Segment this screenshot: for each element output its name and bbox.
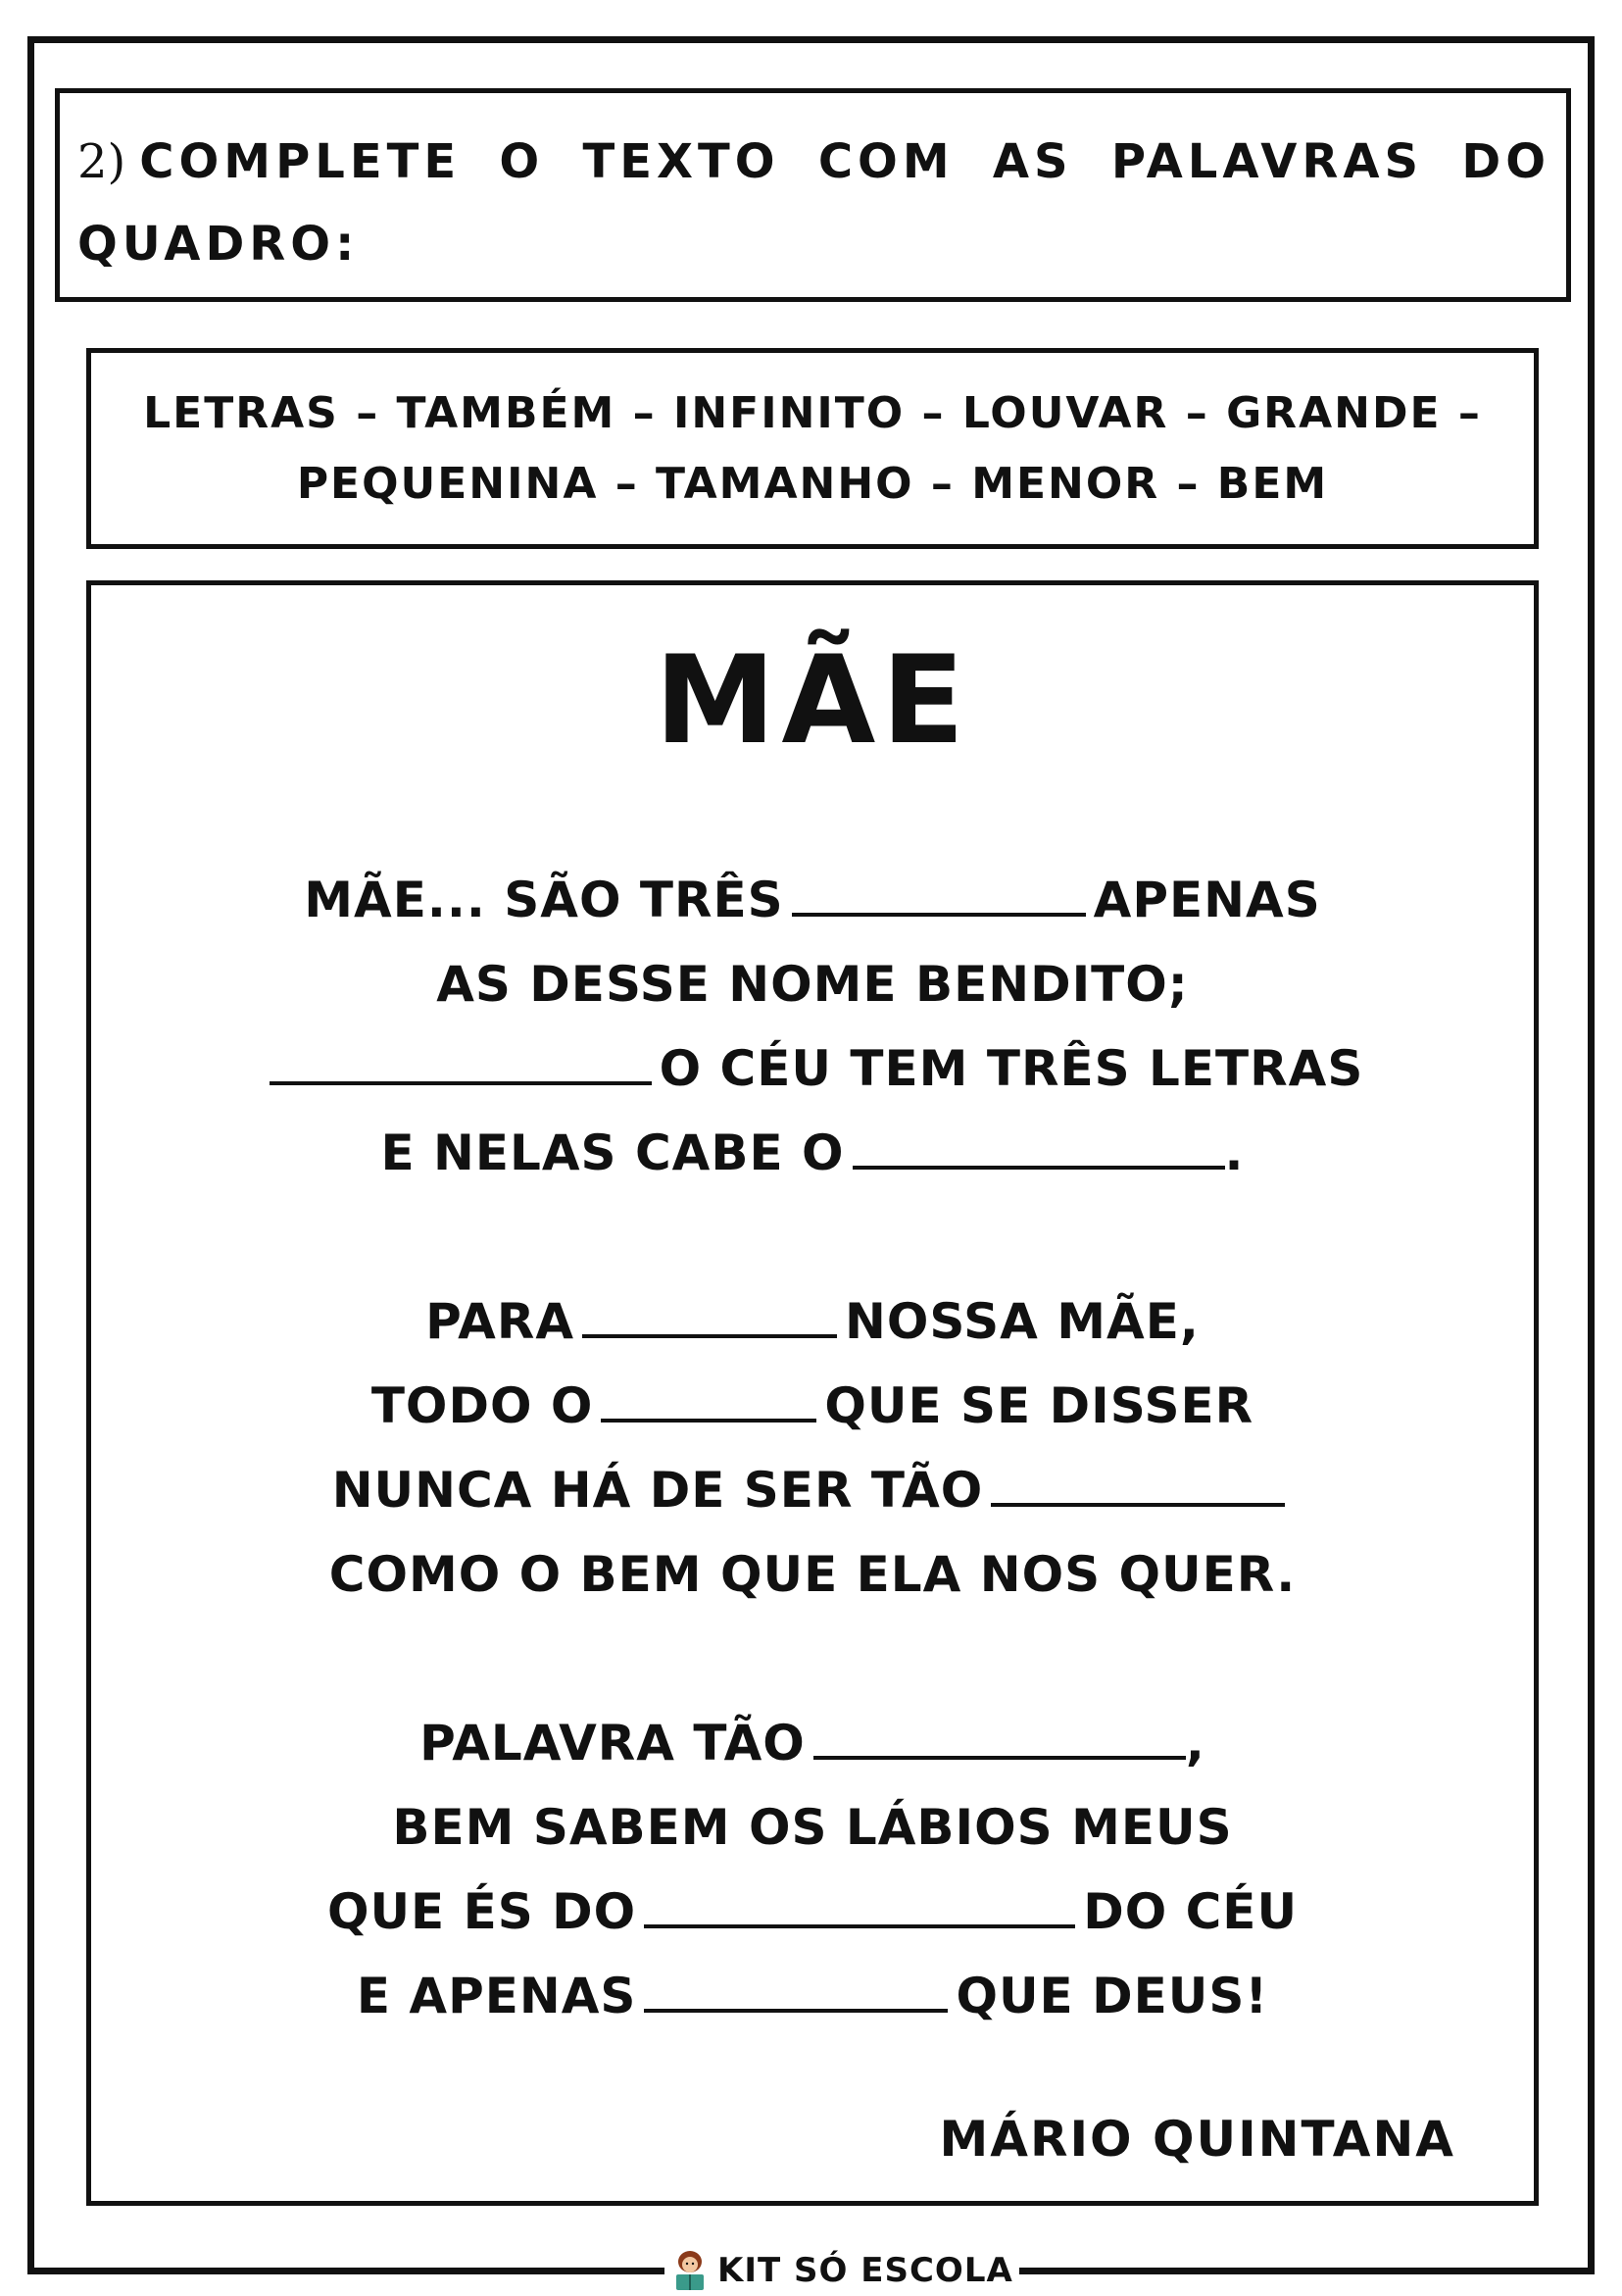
- instruction-text: COMPLETE O TEXTO COM AS PALAVRAS DO QUADRO:: [77, 134, 1550, 272]
- logo-text: KIT SÓ ESCOLA: [717, 2251, 1013, 2290]
- fill-in-blank[interactable]: [270, 1038, 652, 1085]
- line-text: APENAS: [1093, 872, 1321, 928]
- line-text: .: [1224, 1124, 1245, 1181]
- fill-in-blank[interactable]: [644, 1966, 948, 2013]
- poem-box: [86, 580, 1539, 2206]
- word-bank: [86, 348, 1539, 549]
- footer-logo: [664, 2247, 1019, 2294]
- fill-in-blank[interactable]: [644, 1881, 1075, 1928]
- line-text: E APENAS: [356, 1968, 637, 2024]
- stanza: [91, 1701, 1534, 2038]
- poem-author: MÁRIO QUINTANA: [939, 2111, 1455, 2168]
- line-text: MÃE... SÃO TRÊS: [304, 872, 784, 928]
- poem-line: [91, 942, 1534, 1026]
- line-text: QUE DEUS!: [956, 1968, 1269, 2024]
- instruction-box: [55, 88, 1571, 302]
- line-text: PARA: [425, 1293, 575, 1350]
- poem-line: [91, 1701, 1534, 1785]
- line-text: PALAVRA TÃO: [419, 1715, 806, 1772]
- line-text: TODO O: [370, 1377, 594, 1434]
- fill-in-blank[interactable]: [582, 1291, 837, 1338]
- line-text: DO CÉU: [1083, 1883, 1299, 1940]
- poem-line: [91, 1870, 1534, 1954]
- fill-in-blank[interactable]: [853, 1123, 1225, 1170]
- poem-title: MÃE: [654, 630, 971, 772]
- fill-in-blank[interactable]: [601, 1375, 816, 1423]
- poem-line: [91, 1785, 1534, 1870]
- line-text: O CÉU TEM TRÊS LETRAS: [659, 1040, 1364, 1097]
- fill-in-blank[interactable]: [813, 1713, 1186, 1760]
- line-text: ,: [1185, 1715, 1205, 1772]
- line-text: AS DESSE NOME BENDITO;: [436, 956, 1189, 1013]
- stanza: [91, 858, 1534, 1195]
- poem-line: [91, 1026, 1534, 1111]
- line-text: NOSSA MÃE,: [845, 1293, 1200, 1350]
- poem-line: [91, 858, 1534, 942]
- fill-in-blank[interactable]: [991, 1460, 1285, 1507]
- line-text: COMO O BEM QUE ELA NOS QUER.: [328, 1546, 1297, 1603]
- poem-body: [91, 858, 1534, 2122]
- line-text: NUNCA HÁ DE SER TÃO: [331, 1462, 984, 1519]
- poem-line: [91, 1279, 1534, 1364]
- word-bank-line-1: LETRAS – TAMBÉM – INFINITO – LOUVAR – GRANDE –: [143, 387, 1482, 438]
- stanza: [91, 1279, 1534, 1617]
- word-bank-line-2: PEQUENINA – TAMANHO – MENOR – BEM: [296, 458, 1329, 509]
- instruction: [77, 121, 1550, 285]
- girl-reading-book-icon: [670, 2249, 710, 2292]
- fill-in-blank[interactable]: [792, 870, 1086, 917]
- line-text: QUE SE DISSER: [824, 1377, 1254, 1434]
- line-text: E NELAS CABE O: [380, 1124, 845, 1181]
- line-text: BEM SABEM OS LÁBIOS MEUS: [392, 1799, 1233, 1856]
- instruction-number: 2): [77, 134, 126, 189]
- poem-line: [91, 1364, 1534, 1448]
- poem-line: [91, 1448, 1534, 1532]
- poem-line: [91, 1954, 1534, 2038]
- poem-line: [91, 1532, 1534, 1617]
- poem-line: [91, 1111, 1534, 1195]
- line-text: QUE ÉS DO: [326, 1883, 637, 1940]
